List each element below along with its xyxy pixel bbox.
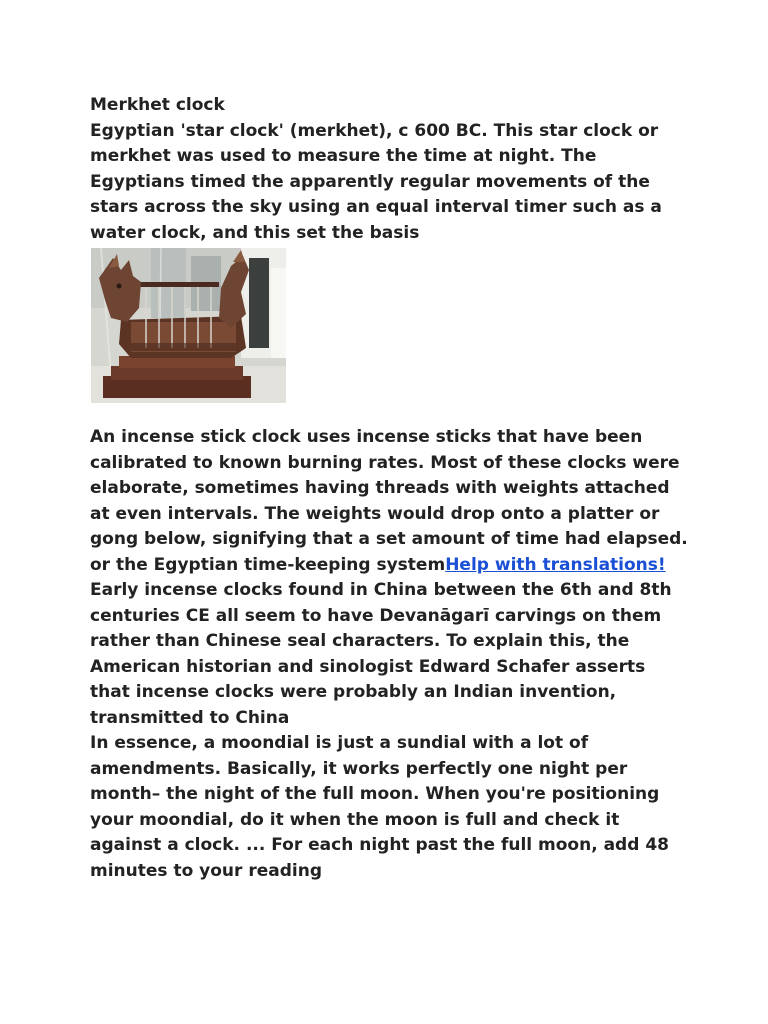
paragraph-early-incense-clocks: Early incense clocks found in China between the 6th and 8th centuries CE all seem to have Devanāgarī carvings on them rather than Chinese seal characters. To explain this, the American historian and sinologist Edward Schafer asserts that incense clocks were probably an Indian invention, transmitted to China (90, 580, 672, 728)
paragraph-moondial: In essence, a moondial is just a sundial with a lot of amendments. Basically, it works perfectly one night per month– the night of the full moon. When you're positioning your moondial, do it when the moon is full and check it against a clock. ... For each night past the full moon, add 48 minutes to your reading (90, 733, 669, 881)
paragraph-merkhet: Egyptian 'star clock' (merkhet), c 600 BC. This star clock or merkhet was used to measure the time at night. The Egyptians timed the apparently regular movements of the stars across the sky using an equal interval timer such as a water clock, and this set the basis (90, 120, 662, 243)
document-body (90, 93, 690, 884)
paragraph-incense-clock: An incense stick clock uses incense sticks that have been calibrated to known burning rates. Most of these clocks were elaborate, sometimes having threads with weights attached at even intervals. The weights would drop onto a platter or gong below, signifying that a set amount of time had elapsed. (90, 427, 688, 549)
help-translations-link[interactable]: Help with translations! (445, 554, 666, 575)
dragon-boat-clock-image (91, 248, 286, 403)
paragraph-egyptian-system (90, 553, 690, 579)
document-title: Merkhet clock (90, 95, 225, 115)
egyptian-system-text: or the Egyptian time-keeping system (90, 554, 446, 575)
incense-clock-photo (91, 248, 286, 403)
